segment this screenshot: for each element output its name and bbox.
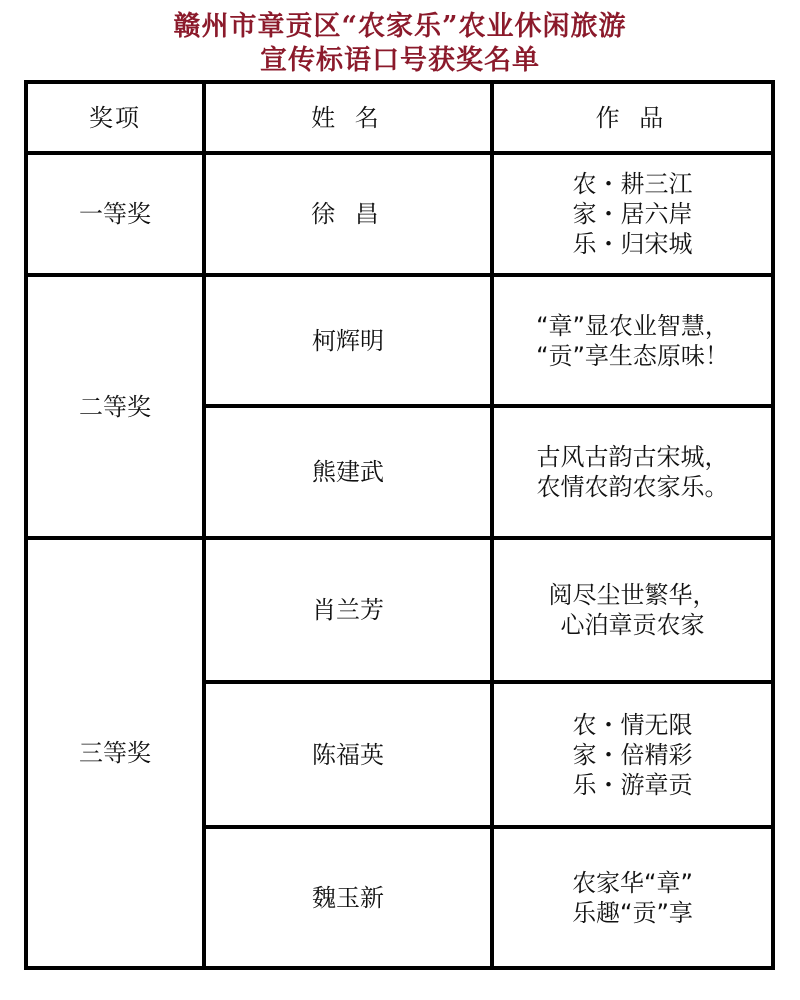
table-row-work [494, 277, 771, 404]
work-line: 农・情无限 [572, 710, 693, 739]
work-line: 乐・游章贡 [572, 770, 693, 799]
table-row-name: 熊建武 [312, 458, 384, 486]
table-border-bottom [24, 966, 775, 970]
work-line: 乐・归宋城 [572, 230, 693, 258]
table-border-right [771, 80, 775, 970]
prize-first: 一等奖 [79, 200, 151, 228]
table-row-work [494, 829, 771, 966]
work-line: 心泊章贡农家 [560, 611, 705, 639]
work-line: 农家华“章” [572, 868, 693, 897]
table-row-work [494, 684, 771, 825]
work-line: 乐趣“贡”享 [572, 898, 693, 927]
table-row-name: 陈福英 [312, 740, 384, 769]
work-line: 农情农韵农家乐。 [536, 473, 729, 501]
work-line: 家・居六岸 [572, 200, 693, 228]
table-row-name: 柯辉明 [312, 326, 384, 355]
table-row-work [494, 155, 771, 273]
table-row-work [494, 540, 771, 680]
column-header-work: 作 品 [595, 103, 670, 132]
prize-second: 二等奖 [79, 392, 151, 421]
work-line: 阅尽尘世繁华， [548, 581, 717, 609]
table-row-name: 徐 昌 [311, 200, 385, 228]
column-header-name: 姓 名 [311, 103, 385, 132]
page-title-line1: 赣州市章贡区“农家乐”农业休闲旅游 [173, 11, 627, 42]
work-line: “贡”享生态原味！ [536, 341, 729, 370]
prize-third: 三等奖 [79, 739, 151, 767]
table-row-name: 魏玉新 [312, 883, 384, 912]
table-row-work [494, 408, 771, 536]
work-line: 家・倍精彩 [572, 740, 693, 769]
work-line: 农・耕三江 [572, 170, 693, 198]
work-line: “章”显农业智慧， [536, 311, 729, 340]
page-title-line2: 宣传标语口号获奖名单 [260, 45, 540, 76]
table-row-name: 肖兰芳 [312, 596, 384, 624]
work-line: 古风古韵古宋城， [536, 443, 729, 471]
column-header-prize: 奖项 [89, 103, 141, 132]
